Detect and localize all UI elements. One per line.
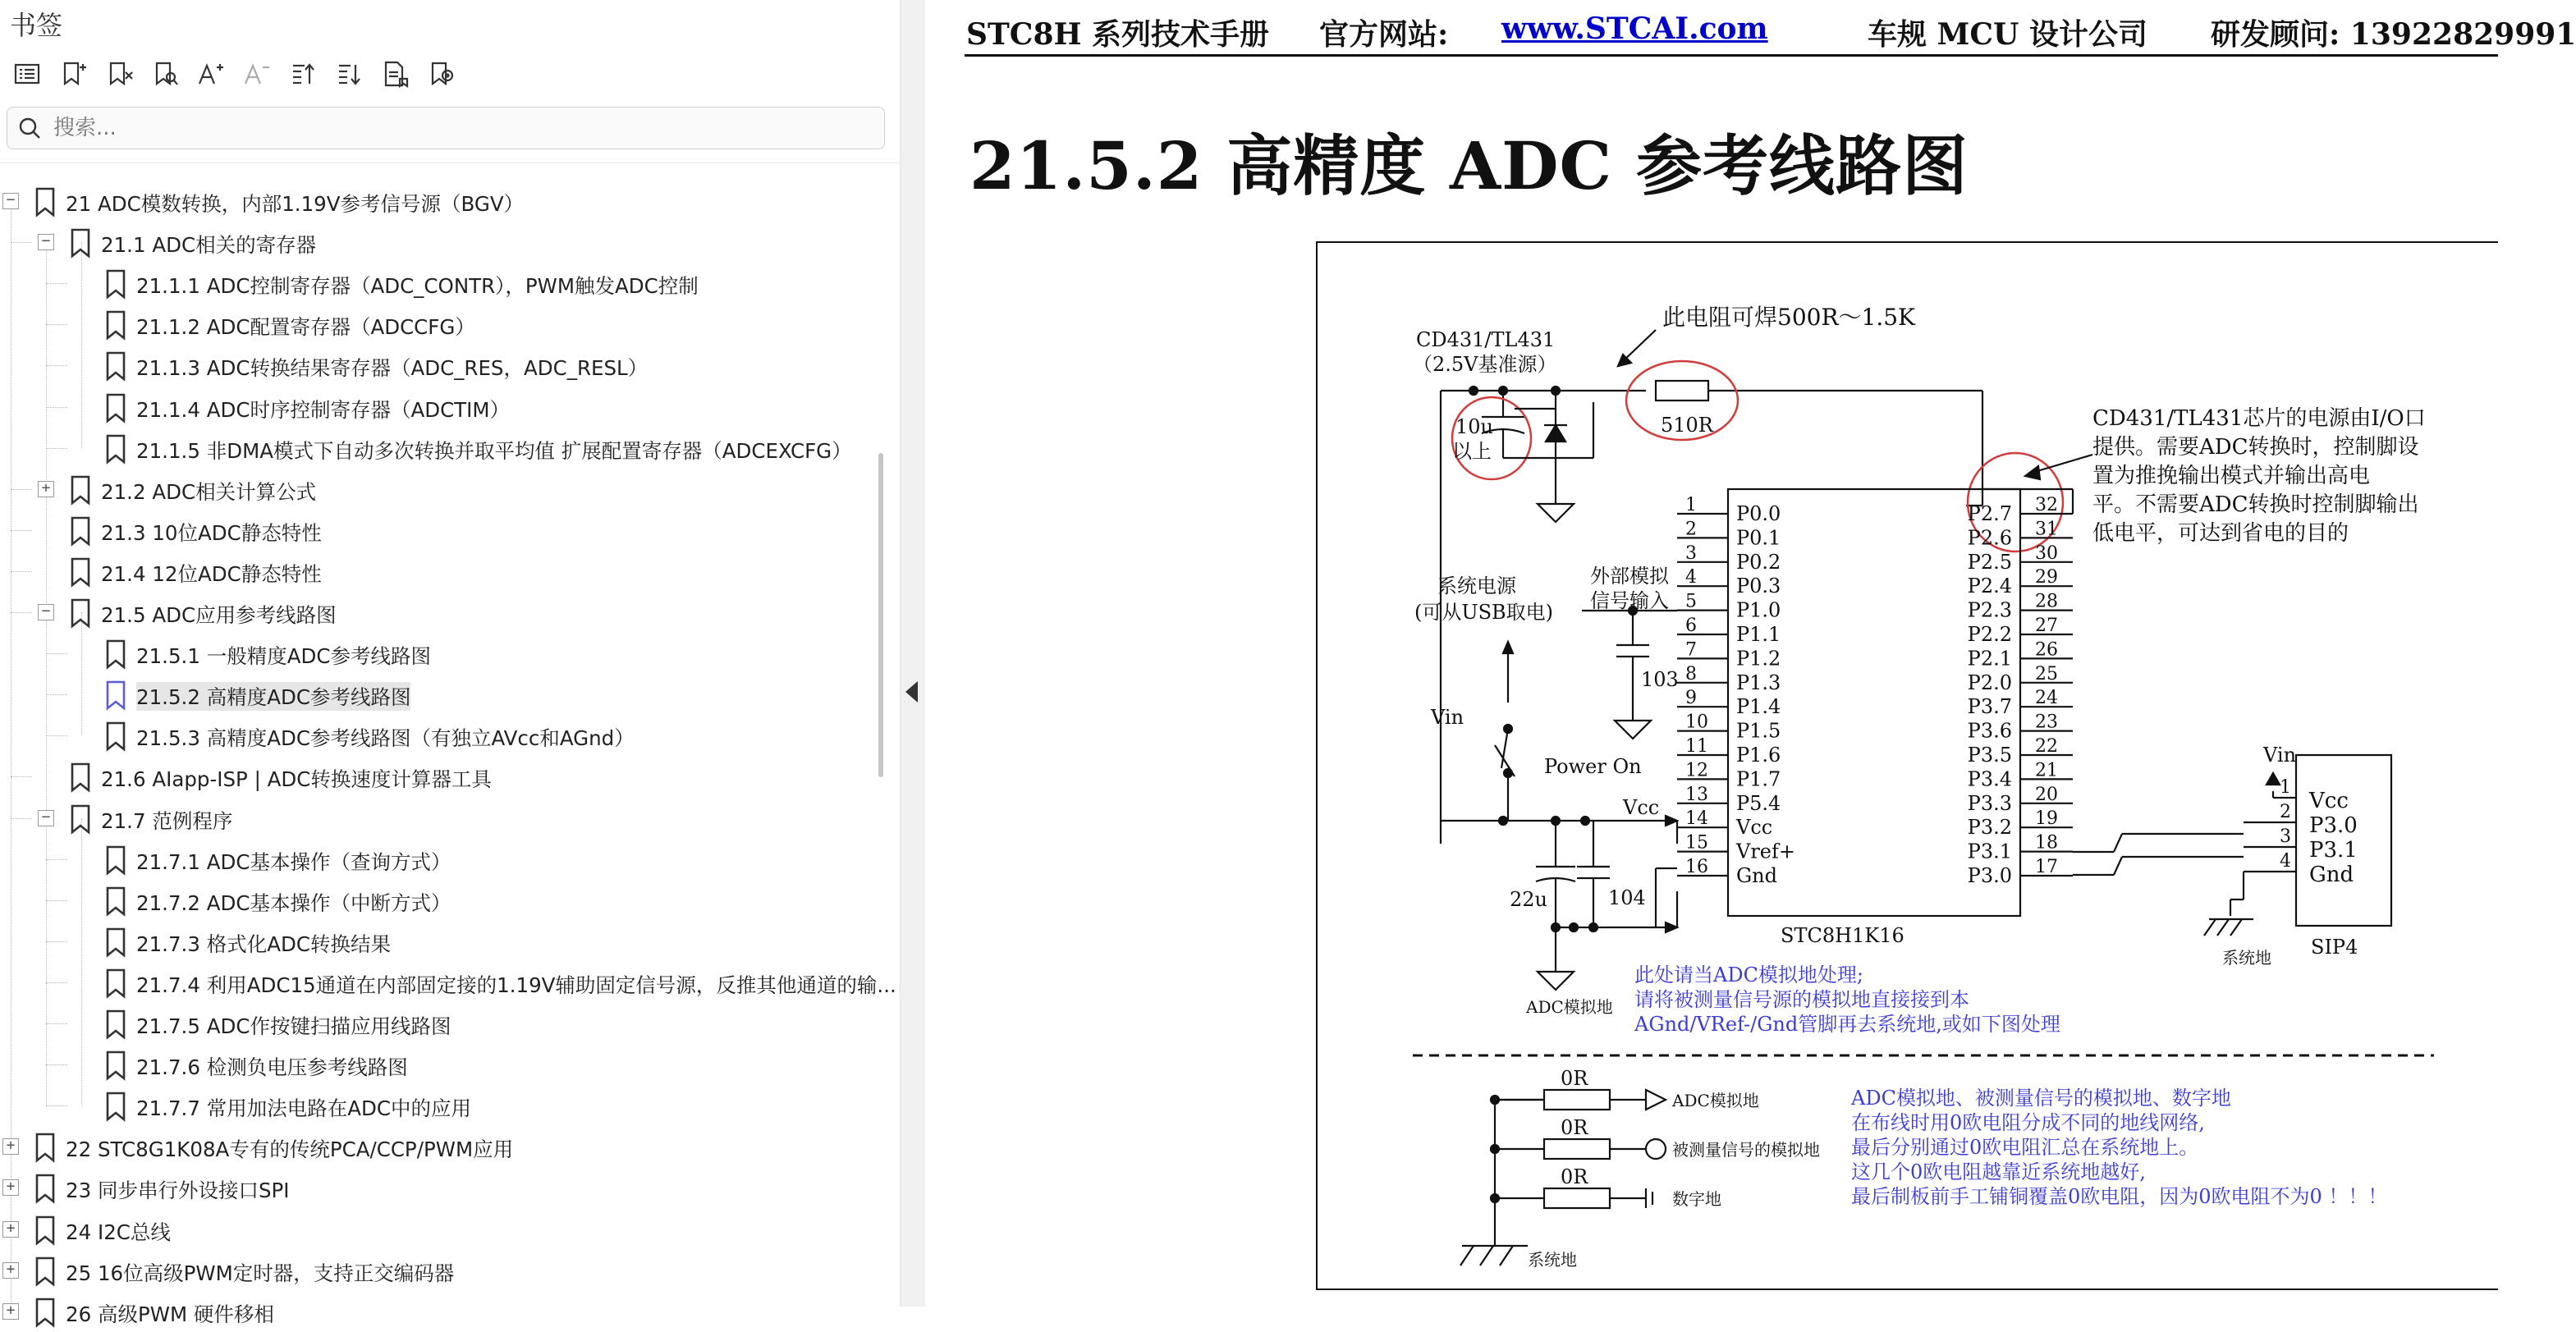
bookmark-item[interactable] [0,840,872,878]
tl431-symbol [1546,425,1565,442]
cap-22u-label: 22u [1510,888,1547,911]
bookmark-icon [34,1256,56,1286]
ground-note-line: 最后分别通过0欧电阻汇总在系统地上。 [1851,1136,2199,1159]
circuit-wire [2032,455,2092,473]
sip-pin-label: P3.0 [2309,813,2358,838]
search-input[interactable] [53,116,858,140]
res-510-label: 510R [1661,414,1713,437]
page-header [966,11,2576,52]
panel-splitter[interactable] [901,0,925,1307]
pin-number: 25 [2035,663,2058,684]
circuit-figure [1316,241,2498,1290]
bookmark-label: 21.7.2 ADC基本操作（中断方式） [136,890,451,915]
sip-pin-label: P3.1 [2309,838,2358,863]
pin-number: 18 [2035,832,2058,854]
bookmark-icon [34,1174,56,1203]
bookmark-icon [34,187,56,217]
pin-number: 2 [1685,519,1697,540]
bookmark-icon [105,269,126,299]
pin-number: 15 [1685,832,1708,854]
header-series: STC8H 系列技术手册 [966,17,1270,52]
tree-guide-line [46,859,67,860]
pin-label: P3.3 [1967,791,2012,815]
pin-label: P5.4 [1736,791,1781,815]
cap-103-label: 103 [1641,668,1679,691]
bookmark-item[interactable] [0,1293,872,1330]
bookmark-icon [105,1009,126,1039]
tree-guide-line [46,694,67,695]
bookmark-icon [105,351,126,381]
pin-label: P3.5 [1967,744,2012,767]
tree-scrollbar[interactable] [878,453,883,777]
pin-label: P1.1 [1736,623,1781,646]
header-site-link[interactable]: www.STCAI.com [1501,11,1768,46]
pin-number: 5 [1685,591,1697,612]
ground-symbol [1615,721,1651,739]
bottom-gnd-label: 系统地 [1528,1250,1577,1270]
section-title: 21.5.2 高精度 ADC 参考线路图 [969,127,1969,204]
bookmark-add-icon[interactable] [53,54,94,94]
sip-pin-label: Vcc [2309,789,2349,813]
pin-label: P3.2 [1967,816,2012,840]
bookmark-label: 21.1.2 ADC配置寄存器（ADCCFG） [136,315,475,340]
pin-number: 19 [2035,808,2058,830]
pin-label: P3.1 [1967,840,2012,863]
search-box [7,107,885,149]
bookmark-item[interactable] [0,1128,872,1165]
arrow-head [1666,922,1677,932]
header-company: 车规 MCU 设计公司 [1868,17,2147,52]
sys-power-label: 系统电源 [1437,574,1516,597]
bookmark-icon [70,762,91,792]
cap-10u-label: 10u [1455,415,1493,438]
bookmark-label: 21.7.3 格式化ADC转换结果 [136,931,391,956]
ground-note-line: 这几个0欧电阻越靠近系统地越好, [1851,1160,2146,1183]
pin-number: 27 [2035,616,2058,636]
pin-label: P1.2 [1736,647,1781,671]
bookmark-item[interactable] [0,1087,872,1124]
junction-dot [1589,923,1597,931]
power-note-line: CD431/TL431芯片的电源由I/O口 [2092,406,2426,431]
ground-symbol [1538,504,1574,522]
bookmark-icon [105,845,126,875]
bookmark-icon [70,598,91,628]
bookmark-label: 21.7.6 检测负电压参考线路图 [136,1055,408,1080]
ground-symbol [1538,972,1574,990]
bookmark-icon [105,1092,126,1121]
junction-dot [1499,817,1507,825]
bookmark-item[interactable] [0,758,872,795]
pin-label: P2.1 [1967,647,2012,671]
ground-note-line: 在布线时用0欧电阻分成不同的地线网络, [1851,1111,2205,1134]
bookmark-item[interactable] [0,388,872,426]
pin-label: Vref+ [1736,840,1795,863]
ext-input-label: 外部模拟 [1590,565,1669,588]
pin-number: 4 [1685,567,1697,588]
pin-label: P3.0 [1967,864,2012,887]
bookmark-label: 21.2 ADC相关计算公式 [101,479,317,504]
expand-icon[interactable]: + [2,1303,19,1320]
pin-number: 22 [2035,736,2058,757]
pin-number: 9 [1685,688,1697,709]
circuit-wire [2217,919,2229,936]
pin-number: 7 [1685,639,1697,661]
adc-note-line: 请将被测量信号源的模拟地直接接到本 [1634,988,1969,1011]
bookmark-item[interactable] [0,675,872,713]
bookmark-properties-icon[interactable] [374,54,415,94]
sip-pin-number: 3 [2280,826,2291,847]
pin-number: 23 [2035,712,2058,733]
font-decrease-icon[interactable] [236,54,277,94]
bookmark-item[interactable] [0,429,872,467]
bookmark-toolbar [7,54,461,94]
bookmark-delete-icon[interactable] [99,54,140,94]
res-0r-label: 0R [1561,1067,1588,1090]
pin-number: 16 [1685,857,1708,877]
pin-number: 21 [2035,760,2058,781]
sys-gnd-label: 系统地 [2222,948,2271,968]
res-0r-label: 0R [1561,1165,1588,1188]
power-note-line: 置为推挽输出模式并输出高电 [2092,464,2371,488]
tree-guide-line [46,407,67,408]
circuit-wire [2204,919,2216,936]
circuit-wire [2114,834,2122,852]
resistor-0r [1544,1090,1610,1110]
tree-guide-line [46,900,67,901]
bookmark-label: 21.7 范例程序 [101,808,233,833]
tree-guide-line [11,242,32,243]
bookmark-label: 21.1.5 非DMA模式下自动多次转换并取平均值 扩展配置寄存器（ADCEXCFG） [136,438,852,463]
pin-label: P2.0 [1967,671,2012,694]
ground-label: 数字地 [1672,1189,1721,1209]
tree-guide-line [11,776,32,777]
bookmark-item[interactable] [0,305,872,343]
bookmark-label: 21.7.7 常用加法电路在ADC中的应用 [136,1096,471,1121]
bookmark-item[interactable] [0,511,872,549]
expand-all-icon[interactable] [282,54,323,94]
pin-label: P2.3 [1967,598,2012,622]
bookmark-label: 21.1 ADC相关的寄存器 [101,233,317,258]
tree-guide-line [11,612,32,613]
collapse-icon[interactable]: − [38,604,54,620]
pin-label: P1.0 [1736,598,1781,622]
pin-label: P1.7 [1736,767,1781,791]
collapse-icon[interactable]: − [38,810,54,826]
bookmark-label: 21.7.5 ADC作按键扫描应用线路图 [136,1014,451,1038]
pin-number: 17 [2035,857,2058,877]
junction-dot [1570,923,1578,931]
header-site-label: 官方网站: [1319,17,1449,52]
pin-label: P1.3 [1736,671,1781,694]
tree-guide-line [11,818,32,819]
tree-guide-line [46,324,67,325]
bookmark-item[interactable] [0,223,872,261]
tree-guide-line [11,571,32,572]
bookmark-icon [70,516,91,546]
bookmark-item[interactable] [0,1211,872,1248]
power-on-label: Power On [1544,755,1642,778]
ref-part-label: CD431/TL431 [1416,328,1556,351]
bookmark-item[interactable] [0,552,872,590]
circuit-wire [2230,919,2242,936]
collapse-left-icon[interactable] [905,681,918,703]
divider [0,162,901,163]
resistor-0r [1544,1139,1610,1159]
bookmark-icon [34,1133,56,1162]
pin-number: 12 [1685,760,1708,781]
bookmark-icon [70,804,91,834]
pin-number: 20 [2035,784,2058,805]
ext-input-label: 信号输入 [1590,589,1669,612]
bookmark-item[interactable] [0,634,872,672]
chip-name: STC8H1K16 [1781,924,1904,947]
bookmark-item[interactable] [0,264,872,302]
search-icon [17,116,42,140]
bookmark-item[interactable] [0,1046,872,1083]
tree-guide-line [46,982,67,983]
tree-guide-line [46,1105,67,1106]
bookmark-label: 21.7.1 ADC基本操作（查询方式） [136,849,451,874]
list-icon[interactable] [7,54,48,94]
bookmark-item[interactable] [0,593,872,631]
arrow-head [2025,466,2040,479]
tree-guide-line [46,1023,67,1024]
pin-label: P3.6 [1967,719,2012,743]
tree-guide-line [11,530,32,531]
bookmark-label: 21.5.1 一般精度ADC参考线路图 [136,644,431,669]
pin-label: Vcc [1736,816,1773,840]
bookmark-item[interactable] [0,881,872,919]
resistor-510r [1656,381,1708,401]
document-page [925,0,2576,1307]
bookmark-label: 21.4 12位ADC静态特性 [101,561,322,586]
sys-power-note: (可从USB取电) [1414,601,1554,624]
circuit-wire [1500,1246,1513,1266]
bookmark-icon [105,393,126,423]
tree-guide-line [46,653,67,654]
ground-note-line: 最后制板前手工铺铜覆盖0欧电阻，因为0欧电阻不为0 ！！！ [1851,1185,2388,1208]
pin-label: P3.4 [1967,767,2012,791]
pin-number: 8 [1685,663,1697,684]
bookmark-icon [105,1050,126,1080]
bookmark-icon [105,968,126,998]
font-increase-icon[interactable] [190,54,231,94]
bookmark-icon [105,680,126,710]
bookmark-item[interactable] [0,799,872,837]
circuit-wire [2114,857,2122,875]
bookmark-label: 21 ADC模数转换，内部1.19V参考信号源（BGV） [66,192,525,216]
bookmark-icon [70,557,91,587]
bookmark-label: 21.1.3 ADC转换结果寄存器（ADC_RES，ADC_RESL） [136,356,649,381]
bookmark-label: 25 16位高级PWM定时器，支持正交编码器 [66,1261,455,1285]
panel-title: 书签 [10,10,63,41]
bookmark-item[interactable] [0,1252,872,1289]
bookmark-label: 21.5.2 高精度ADC参考线路图 [136,682,410,711]
pin-number: 29 [2035,567,2058,588]
bookmark-item[interactable] [0,716,872,754]
power-note-line: 平。不需要ADC转换时控制脚输出 [2092,492,2419,517]
bookmark-icon [70,475,91,505]
pin-label: P1.6 [1736,744,1781,767]
adc-note-line: 此处请当ADC模拟地处理; [1634,964,1864,986]
pin-number: 3 [1685,542,1697,564]
header-advisor: 研发顾问: 13922829991 [2211,17,2576,52]
bookmark-icon [105,721,126,751]
bookmark-location-icon[interactable] [420,54,461,94]
tree-guide-line [46,448,67,449]
circuit-wire [1460,1246,1474,1266]
tree-guide-line [46,941,67,942]
sip-pin-label: Gnd [2309,863,2354,887]
pin-label: P2.4 [1967,574,2012,598]
circuit-diagram [1318,243,2500,1292]
junction-dot [1469,387,1478,395]
bookmark-icon [105,886,126,916]
pin-label: P1.5 [1736,719,1781,743]
adc-gnd-label: ADC模拟地 [1526,997,1613,1017]
header-rule [965,54,2498,57]
bookmark-item[interactable] [0,182,872,220]
signal-ground-symbol [1646,1139,1666,1159]
pin-number: 31 [2035,519,2058,540]
bookmark-search-icon[interactable] [144,54,186,94]
pin-label: P3.7 [1967,695,2012,719]
pin-number: 26 [2035,639,2058,661]
pin-number: 13 [1685,784,1708,805]
bookmark-item[interactable] [0,964,896,1001]
pin-number: 14 [1685,808,1708,830]
ref-desc-label: （2.5V基准源） [1413,353,1557,376]
tree-guide-line [11,489,32,490]
sip-pin-number: 1 [2280,777,2291,798]
pin-number: 24 [2035,688,2058,709]
sip-pin-number: 4 [2280,851,2291,872]
bookmark-item[interactable] [0,1169,872,1206]
bookmark-label: 22 STC8G1K08A专有的传统PCA/CCP/PWM应用 [66,1137,514,1162]
collapse-all-icon[interactable] [328,54,369,94]
bookmark-label: 21.5.3 高精度ADC参考线路图（有独立AVcc和AGnd） [136,726,635,751]
resistor-0r [1544,1188,1610,1208]
sip-vin-label: Vin [2263,744,2297,767]
cap-10u-note: 以上 [1452,440,1492,463]
ground-note-line: ADC模拟地、被测量信号的模拟地、数字地 [1851,1087,2231,1110]
pin-number: 30 [2035,542,2058,564]
pin-number: 32 [2035,495,2058,515]
collapse-icon[interactable]: − [2,193,19,209]
bookmark-icon [105,927,126,957]
power-note-line: 提供。需要ADC转换时，控制脚设 [2092,435,2419,460]
bookmark-label: 24 I2C总线 [66,1220,171,1244]
sip-name: SIP4 [2311,936,2358,959]
tree-guide-line [46,283,67,284]
arrow-head [2267,773,2280,785]
bookmark-item[interactable] [0,470,872,508]
expand-icon[interactable]: + [38,481,54,497]
tree-guide-line [46,1064,67,1065]
pin-label: P0.2 [1736,550,1781,574]
bookmark-label: 26 高级PWM 硬件移相 [66,1302,274,1326]
bookmark-item[interactable] [0,922,872,960]
bookmark-icon [105,434,126,464]
bookmark-icon [34,1298,56,1327]
power-note-line: 低电平，可达到省电的目的 [2092,521,2349,546]
bookmark-icon [105,639,126,669]
tree-guide-line [46,365,67,366]
pin-number: 6 [1685,616,1697,636]
pin-label: P0.3 [1736,574,1781,598]
pin-number: 10 [1685,712,1708,733]
junction-dot [1491,1194,1499,1202]
bookmark-label: 21.6 AIapp-ISP | ADC转换速度计算器工具 [101,767,492,792]
pin-label: P1.4 [1736,695,1781,719]
res-0r-label: 0R [1561,1116,1588,1139]
junction-dot [1581,817,1589,825]
bookmark-icon [34,1215,56,1245]
arrow-head [1666,816,1677,826]
pin-label: P2.5 [1967,550,2012,574]
vin-label: Vin [1431,706,1464,729]
bookmark-label: 21.3 10位ADC静态特性 [101,520,322,545]
vcc-label: Vcc [1623,796,1660,819]
tree-guide-line [46,735,67,736]
pin-label: P2.6 [1967,526,2012,550]
resistor-note: 此电阻可焊500R～1.5K [1662,304,1915,331]
pin-number: 11 [1685,736,1708,757]
junction-dot [1491,1145,1499,1153]
pin-label: P0.0 [1736,502,1781,525]
analog-ground-symbol [1646,1090,1666,1110]
pin-label: P2.7 [1967,502,2012,525]
arrow-head [1503,642,1513,653]
expand-icon[interactable]: + [2,1262,19,1279]
bookmark-item[interactable] [0,1005,872,1042]
pin-label: P0.1 [1736,526,1781,550]
bookmark-panel [0,0,901,1326]
bookmark-icon [70,228,91,258]
bookmark-label: 21.1.4 ADC时序控制寄存器（ADCTIM） [136,397,511,422]
cap-104-label: 104 [1608,886,1646,909]
bookmark-label: 23 同步串行外设接口SPI [66,1179,290,1203]
pin-number: 28 [2035,591,2058,612]
expand-icon[interactable]: + [2,1179,19,1196]
adc-note-line: AGnd/VRef-/Gnd管脚再去系统地,或如下图处理 [1634,1013,2060,1036]
bookmark-label: 21.7.4 利用ADC15通道在内部固定接的1.19V辅助固定信号源，反推其他通道的输... [136,973,896,997]
expand-icon[interactable]: + [2,1138,19,1155]
collapse-icon[interactable]: − [38,234,54,250]
ground-label: 被测量信号的模拟地 [1672,1140,1820,1160]
bookmark-item[interactable] [0,346,872,384]
sip-pin-number: 2 [2280,802,2291,822]
circuit-wire [1480,1246,1493,1266]
pin-label: P2.2 [1967,623,2012,646]
bookmark-label: 21.5 ADC应用参考线路图 [101,603,337,627]
pin-number: 1 [1685,495,1697,515]
expand-icon[interactable]: + [2,1221,19,1238]
ground-label: ADC模拟地 [1672,1091,1759,1110]
bookmark-tree [0,182,896,1326]
pin-label: Gnd [1736,864,1777,887]
bookmark-icon [105,310,126,340]
bookmark-label: 21.1.1 ADC控制寄存器（ADC_CONTR），PWM触发ADC控制 [136,274,699,299]
